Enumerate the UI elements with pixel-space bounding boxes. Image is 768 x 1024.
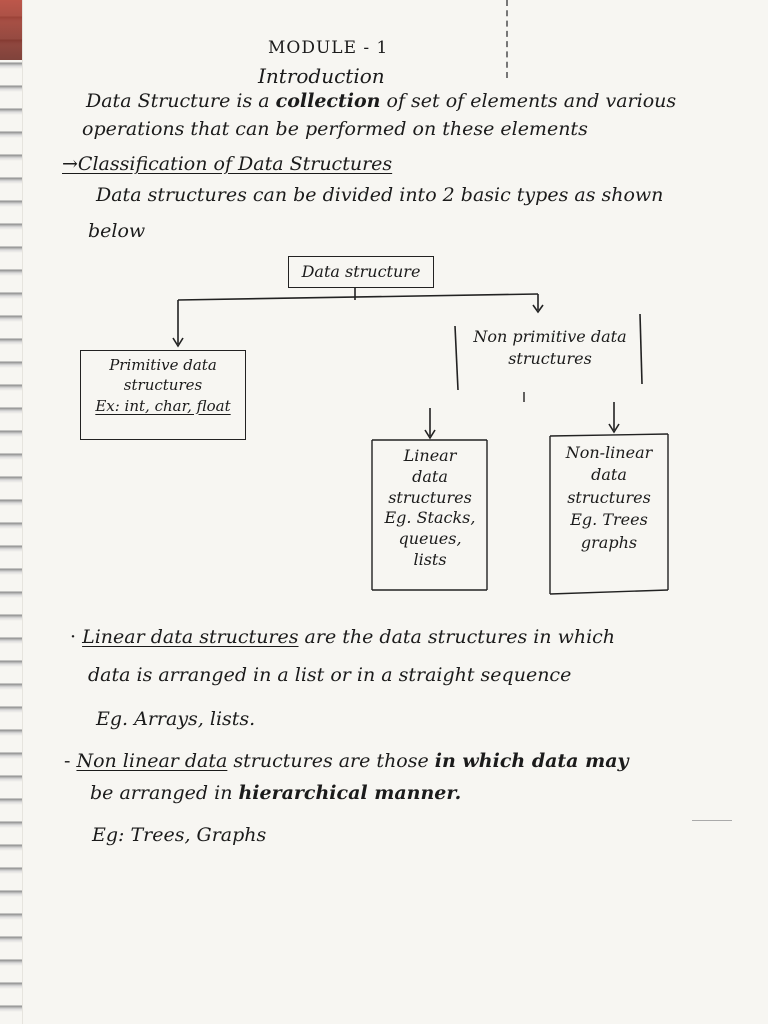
note-nonlinear-example: Eg: Trees, Graphs — [92, 824, 267, 846]
stray-mark — [692, 820, 732, 821]
linear-label-1: Linear — [403, 446, 457, 465]
non-linear-label-3: structures — [567, 487, 651, 507]
non-linear-node — [552, 442, 666, 582]
classification-line-1: Data structures can be divided into 2 basic types as shown — [96, 184, 664, 206]
primitive-label-1: Primitive data — [109, 356, 217, 374]
note-nonlinear-text: be arranged in — [90, 782, 239, 804]
primitive-label-2: structures — [123, 376, 203, 395]
classification-line-2: below — [88, 220, 146, 242]
page-heading: MODULE - 1 — [268, 38, 389, 58]
primitive-box — [80, 350, 246, 440]
note-nonlinear-line-1 — [64, 752, 629, 771]
linear-label-4: Eg. Stacks, — [384, 508, 476, 528]
note-nonlinear-line-2 — [90, 784, 461, 803]
primitive-label-3: Ex: int, char, float — [95, 396, 231, 415]
note-linear-term: Linear data structures — [82, 626, 299, 648]
bullet-dash: - — [64, 750, 77, 772]
note-linear-rest: are the data structures in which — [298, 626, 616, 648]
diagram-root-box — [288, 256, 434, 288]
non-primitive-label-1: Non primitive data — [473, 327, 627, 346]
diagram-root-label: Data structure — [301, 262, 421, 281]
intro-text-a: Data Structure is a — [86, 90, 276, 112]
note-nonlinear-mid: structures are those — [227, 750, 435, 772]
intro-line-2: operations that can be performed on these elements — [82, 118, 588, 140]
intro-text-c: of set of elements and various — [380, 90, 677, 112]
linear-label-5: queues, — [398, 529, 462, 549]
non-primitive-node — [462, 322, 638, 376]
note-nonlinear-term: Non linear data — [76, 750, 228, 772]
linear-node — [374, 446, 486, 586]
note-linear-example: Eg. Arrays, lists. — [96, 708, 256, 730]
non-linear-label-2: data — [591, 465, 627, 485]
non-linear-label-5: graphs — [580, 532, 638, 552]
linear-label-2: data — [412, 466, 448, 486]
classification-heading: →Classification of Data Structures — [62, 153, 393, 175]
non-linear-label-1: Non-linear — [565, 443, 653, 462]
non-linear-label-4: Eg. Trees — [570, 510, 648, 530]
non-primitive-label-2: structures — [508, 348, 592, 368]
note-nonlinear-bold-2: hierarchical manner. — [238, 782, 462, 804]
linear-label-6: lists — [413, 549, 447, 569]
note-linear-line-1 — [70, 628, 615, 647]
page-subheading: Introduction — [258, 64, 385, 88]
intro-text-b: collection — [275, 90, 381, 112]
note-linear-line-2: data is arranged in a list or in a straight sequence — [88, 664, 572, 686]
bullet-dot: · — [70, 626, 83, 648]
note-nonlinear-bold: in which data may — [434, 750, 629, 772]
linear-label-3: structures — [388, 487, 472, 507]
